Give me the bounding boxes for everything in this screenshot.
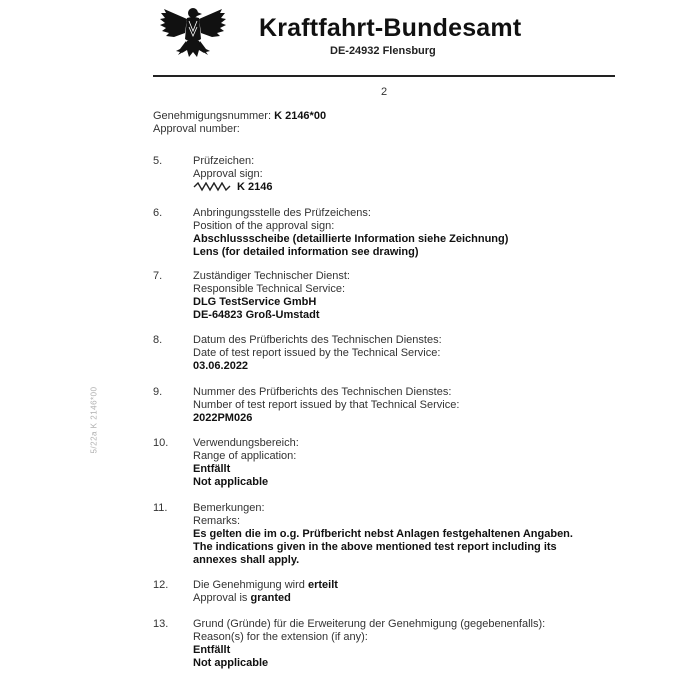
item-number: 10.	[153, 437, 169, 449]
approval-decision-status-de: erteilt	[307, 579, 338, 591]
authority-address: DE-24932 Flensburg	[330, 45, 436, 57]
item-value-en: Lens (for detailed information see drawing)	[193, 246, 419, 258]
item-number: 12.	[153, 579, 169, 591]
approval-number-value: K 2146*00	[274, 110, 327, 122]
item-label-en: Reason(s) for the extension (if any):	[193, 631, 368, 643]
authority-name: Kraftfahrt-Bundesamt	[259, 14, 522, 42]
approval-number-label-de: Genehmigungsnummer:	[153, 110, 272, 122]
item-label-de: Bemerkungen:	[193, 502, 265, 514]
test-report-date: 03.06.2022	[193, 360, 249, 372]
item-value-en: Not applicable	[193, 476, 269, 488]
item-value-de: Entfällt	[193, 463, 231, 475]
approval-number-line-de	[153, 110, 326, 123]
item-label-de: Nummer des Prüfberichts des Technischen Dienstes:	[193, 386, 452, 398]
item-label-en: Remarks:	[193, 515, 241, 527]
item-value-de: Entfällt	[193, 644, 231, 656]
item-number: 8.	[153, 334, 163, 346]
item-number: 13.	[153, 618, 169, 630]
page-number: 2	[381, 86, 388, 98]
header-rule	[153, 75, 615, 77]
item-number: 6.	[153, 207, 163, 219]
approval-sign-wave-icon	[193, 182, 233, 192]
item-label-de: Anbringungsstelle des Prüfzeichens:	[193, 207, 371, 219]
item-value-en: Not applicable	[193, 657, 269, 669]
side-stamp	[74, 360, 124, 480]
item-label-en: Date of test report issued by the Technical Service:	[193, 347, 441, 359]
service-address: DE-64823 Groß-Umstadt	[193, 309, 320, 321]
approval-decision-en	[193, 592, 623, 605]
approval-decision-status-en: granted	[250, 592, 291, 604]
item-label-de: Datum des Prüfberichts des Technischen Dienstes:	[193, 334, 442, 346]
approval-decision-text-de: Die Genehmigung wird	[193, 579, 305, 591]
item-label-de: Zuständiger Technischer Dienst:	[193, 270, 350, 282]
item-label-en: Range of application:	[193, 450, 297, 462]
item-value-de: Abschlussscheibe (detaillierte Information siehe Zeichnung)	[193, 233, 509, 245]
remarks-en-line1: The indications given in the above mentioned test report including its	[193, 541, 557, 553]
item-number: 7.	[153, 270, 163, 282]
approval-number-block	[153, 110, 326, 136]
approval-sign	[193, 181, 623, 194]
side-stamp-text: 5/22a K 2146*00	[89, 386, 99, 454]
item-number: 9.	[153, 386, 163, 398]
approval-decision-de	[193, 579, 623, 592]
test-report-number: 2022PM026	[193, 412, 253, 424]
approval-sign-text: K 2146	[237, 181, 273, 193]
service-name: DLG TestService GmbH	[193, 296, 317, 308]
item-label-en: Number of test report issued by that Technical Service:	[193, 399, 460, 411]
federal-eagle-logo	[158, 3, 228, 65]
item-label-en: Approval sign:	[193, 168, 263, 180]
remarks-de: Es gelten die im o.g. Prüfbericht nebst Anlagen festgehaltenen Angaben.	[193, 528, 573, 540]
item-label-en: Position of the approval sign:	[193, 220, 335, 232]
item-label-de: Verwendungsbereich:	[193, 437, 299, 449]
item-label-de: Grund (Gründe) für die Erweiterung der Genehmigung (gegebenenfalls):	[193, 618, 546, 630]
approval-number-label-en: Approval number:	[153, 123, 240, 135]
item-label-de: Prüfzeichen:	[193, 155, 255, 167]
item-label-en: Responsible Technical Service:	[193, 283, 346, 295]
approval-decision-text-en: Approval is	[193, 592, 248, 604]
item-number: 5.	[153, 155, 163, 167]
remarks-en-line2: annexes shall apply.	[193, 554, 300, 566]
item-number: 11.	[153, 502, 168, 514]
